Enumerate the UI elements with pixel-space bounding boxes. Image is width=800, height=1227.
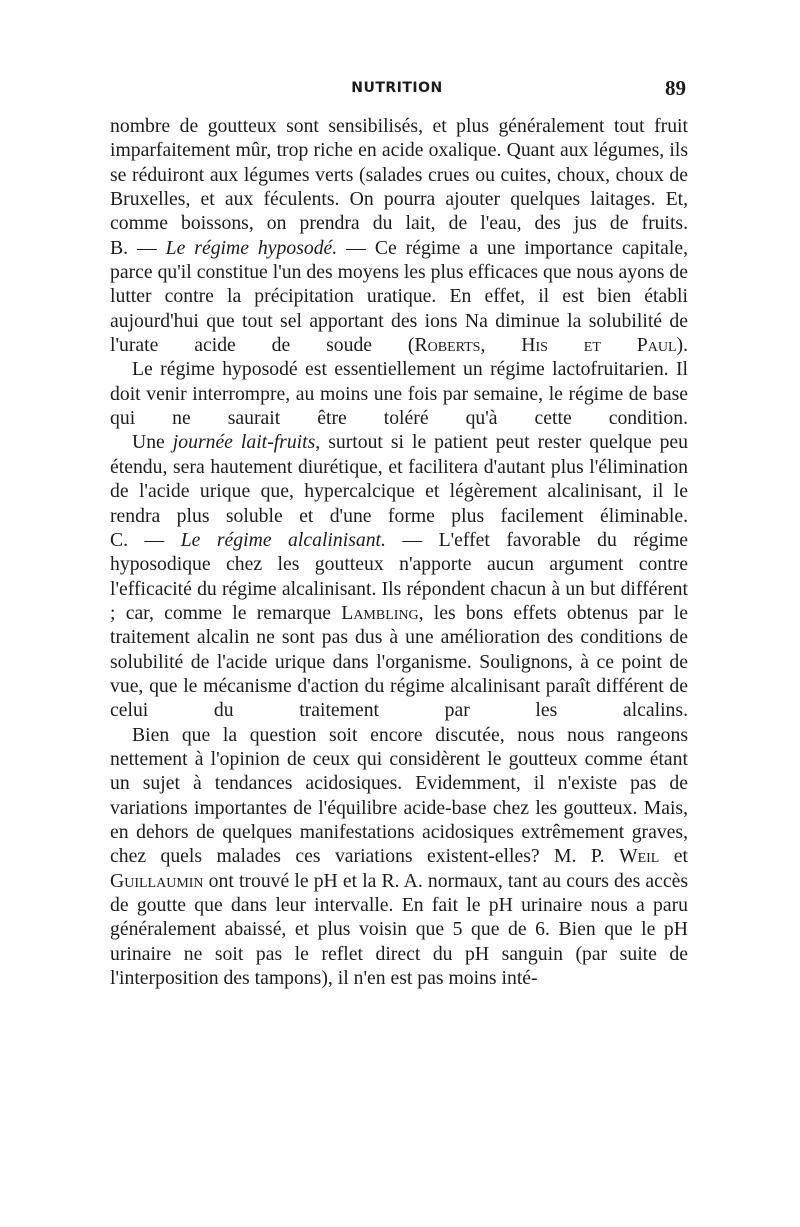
section-heading: Le régime alcalinisant.: [180, 528, 386, 551]
paragraph-journee-lait-fruits: [110, 430, 688, 527]
paragraph-acidose: [110, 723, 688, 991]
paragraph-text: , surtout si le patient peut rester quelque peu étendu, sera hautement diurétique, et facilitera d'autant plus l'élimination de l'acide urique que, hypercalcique et légèrement alcalinisant, il le rendra plus soluble et d'une forme plus facilement éliminable.: [110, 431, 688, 527]
section-heading: Le régime hyposodé.: [165, 236, 338, 259]
page-body: [110, 114, 688, 990]
paragraph-continuation: [110, 114, 688, 236]
paragraph-text: nombre de goutteux sont sensibilisés, et plus généralement tout fruit imparfaitement mûr, trop riche en acide oxalique. Quant aux légumes, ils se réduiront aux légumes verts (salades crues ou cuites, choux, choux de Bruxelles, et aux féculents. On pourra ajouter quelques laitages. Et, comme boissons, on prendra du lait, de l'eau, des jus de fruits.: [110, 115, 688, 235]
paragraph-text: Bien que la question soit encore discutée, nous nous rangeons nettement à l'opinion de ceux qui considèrent le goutteux comme étant un sujet à tendances acidosiques. Evidemment, il n'existe pas de variations importantes de l'équilibre acide-base chez les goutteux. Mais, en dehors de quelques manifestations acidosiques extrêmement graves, chez quels malades ces variations existent-elles? M. P.: [110, 723, 688, 868]
paragraph-prefix: Une: [132, 431, 173, 454]
paragraph-regime-alcalinisant: [110, 528, 688, 723]
author-names: Roberts, His et Paul: [414, 334, 677, 357]
author-name: Weil: [619, 845, 660, 868]
author-name: Lambling: [341, 601, 419, 624]
paragraph-suffix: ).: [676, 334, 688, 357]
paragraph-suffix: ont trouvé le pH et la R. A. normaux, tant au cours des accès de goutte que dans leur intervalle. En fait le pH urinaire nous a paru généralement abaissé, et plus voisin que 5 que de 6. Bien que le pH urinaire ne soit pas le reflet direct du pH sanguin (par suite de l'interposition des tampons), il n'en est pas moins inté-: [110, 869, 688, 990]
paragraph-regime-hyposode: [110, 236, 688, 358]
section-prefix: B. —: [110, 236, 166, 259]
paragraph-text: — L'effet favorable du régime hyposodique chez les goutteux n'apporte aucun argument contre l'efficacité du régime alcalinisant. Ils répondent chacun à un but différent ; car, comme le remarque: [110, 528, 688, 624]
paragraph-lacto-fruitarien: [110, 357, 688, 430]
page-number: 89: [665, 76, 686, 100]
paragraph-text: Le régime hyposodé est essentiellement un régime lactofruitarien. Il doit venir interrompre, au moins une fois par semaine, le régime de base qui ne saurait être toléré qu'à cette condition.: [110, 358, 688, 430]
paragraph-mid: et: [659, 845, 688, 868]
section-prefix: C. —: [110, 528, 181, 551]
paragraph-suffix: , les bons effets obtenus par le traitement alcalin ne sont pas dus à une amélioration des conditions de solubilité de l'acide urique dans l'organisme. Soulignons, à ce point de vue, que le mécanisme d'action du régime alcalinisant paraît différent de celui du traitement par les alcalins.: [110, 601, 688, 722]
italic-term: journée lait-fruits: [172, 431, 316, 454]
running-title: NUTRITION: [351, 80, 443, 96]
paragraph-text: — Ce régime a une importance capitale, parce qu'il constitue l'un des moyens les plus efficaces que nous ayons de lutter contre la précipitation uratique. En effet, il est bien établi aujourd'hui que tout sel apportant des ions Na diminue la solubilité de l'urate acide de soude (: [110, 236, 688, 357]
running-header: [108, 76, 686, 100]
author-name-2: Guillaumin: [110, 869, 204, 892]
